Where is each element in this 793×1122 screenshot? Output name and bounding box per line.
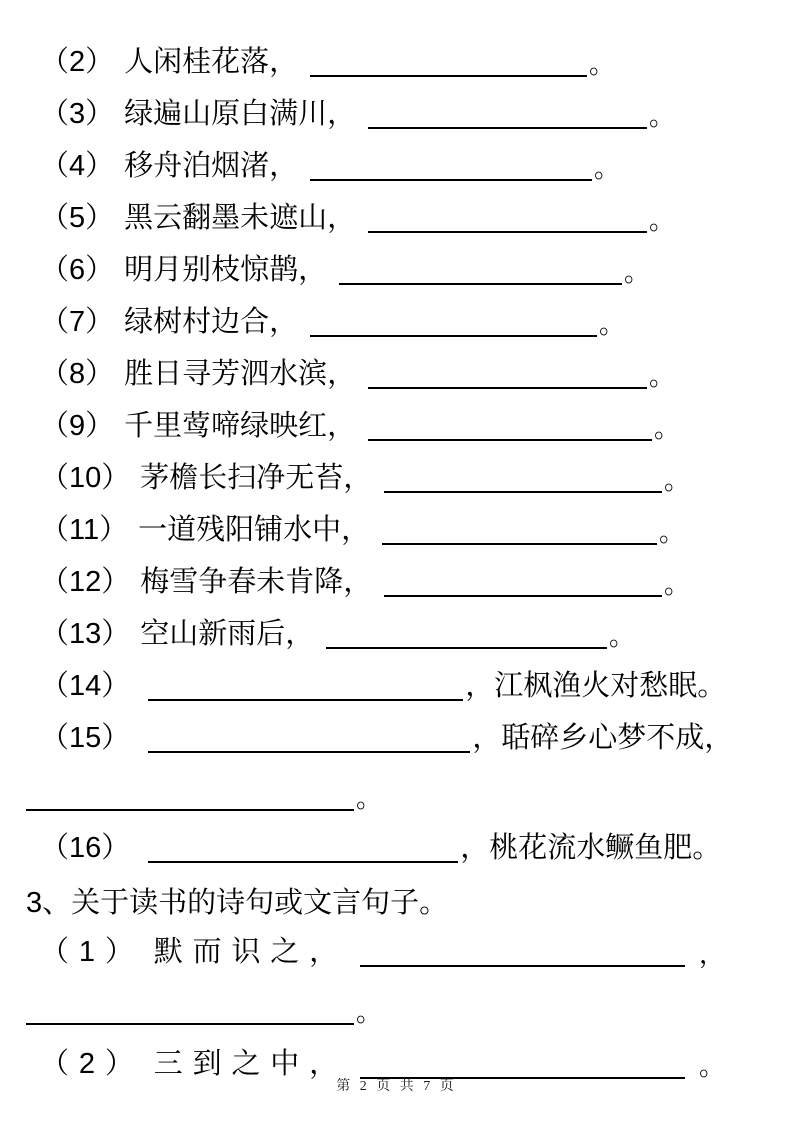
period-mark: 。 (593, 153, 620, 183)
item-number: （8） (40, 358, 115, 390)
reading-line-1-continuation (26, 992, 753, 1025)
poem-line-14 (40, 668, 753, 701)
reading-line-1 (40, 934, 753, 967)
poem-text: 黑云翻墨未遮山， (124, 202, 357, 234)
poem-text: 胜日寻芳泗水滨， (124, 358, 357, 390)
answer-blank (382, 519, 657, 545)
period-mark: 。 (648, 101, 675, 131)
poem-text: 移舟泊烟渚， (124, 150, 299, 182)
answer-blank (310, 51, 587, 77)
item-number: （2） (40, 1048, 144, 1080)
poem-line-10 (40, 460, 690, 493)
period-mark: 。 (588, 49, 615, 79)
poem-line-8 (40, 356, 675, 389)
poem-line-2 (40, 44, 615, 77)
sentence-text: 默而识之， (153, 936, 349, 968)
poem-text: ，聒碎乡心梦不成， (472, 722, 734, 754)
poem-line-9 (40, 408, 680, 441)
poem-line-7 (40, 304, 625, 337)
poem-line-6 (40, 252, 650, 285)
poem-text: 一道残阳铺水中， (138, 514, 371, 546)
answer-blank (368, 363, 647, 389)
comma-mark: ， (699, 939, 726, 969)
period-mark: 。 (648, 361, 675, 391)
period-mark: 。 (648, 205, 675, 235)
poem-text: 绿树村边合， (124, 306, 299, 338)
answer-blank (384, 467, 662, 493)
answer-blank (368, 415, 652, 441)
answer-blank (26, 999, 354, 1025)
answer-blank (310, 155, 592, 181)
poem-line-13 (40, 616, 635, 649)
period-mark: 。 (658, 517, 685, 547)
poem-line-5 (40, 200, 675, 233)
answer-blank (326, 623, 607, 649)
item-number: （4） (40, 150, 115, 182)
poem-line-12 (40, 564, 690, 597)
item-number: （16） (40, 832, 131, 864)
item-number: （6） (40, 254, 115, 286)
item-number: （2） (40, 46, 115, 78)
period-mark: 。 (653, 413, 680, 443)
answer-blank (148, 675, 463, 701)
item-number: （14） (40, 670, 131, 702)
period-mark: 。 (699, 1051, 726, 1081)
poem-line-16 (40, 830, 753, 863)
page-number-footer: 第 2 页 共 7 页 (336, 1079, 457, 1094)
answer-blank (148, 727, 470, 753)
poem-text: ，江枫渔火对愁眠。 (465, 670, 727, 702)
item-number: （1） (40, 936, 144, 968)
poem-line-4 (40, 148, 620, 181)
item-number: （5） (40, 202, 115, 234)
poem-text: ，桃花流水鳜鱼肥。 (460, 832, 722, 864)
poem-line-11 (40, 512, 685, 545)
answer-blank (360, 941, 685, 967)
period-mark: 。 (356, 997, 383, 1027)
item-number: （13） (40, 618, 131, 650)
item-number: （15） (40, 722, 131, 754)
answer-blank (368, 207, 647, 233)
item-number: （9） (40, 410, 115, 442)
answer-blank (360, 1053, 685, 1079)
item-number: （7） (40, 306, 115, 338)
answer-blank (339, 259, 622, 285)
answer-blank (384, 571, 662, 597)
period-mark: 。 (598, 309, 625, 339)
period-mark: 。 (356, 783, 383, 813)
poem-text: 明月别枝惊鹊， (124, 254, 328, 286)
item-number: （11） (40, 514, 129, 546)
poem-text: 人闲桂花落， (124, 46, 299, 78)
poem-text: 空山新雨后， (140, 618, 315, 650)
item-number: （12） (40, 566, 131, 598)
answer-blank (310, 311, 597, 337)
section-title: 3、关于读书的诗句或文言句子。 (26, 887, 449, 919)
poem-line-15-continuation (26, 778, 753, 811)
item-number: （3） (40, 98, 115, 130)
period-mark: 。 (608, 621, 635, 651)
answer-blank (148, 837, 458, 863)
answer-blank (26, 785, 354, 811)
answer-blank (368, 103, 647, 129)
period-mark: 。 (663, 569, 690, 599)
reading-line-2 (40, 1046, 753, 1079)
item-number: （10） (40, 462, 131, 494)
period-mark: 。 (663, 465, 690, 495)
poem-text: 梅雪争春未肯降， (140, 566, 373, 598)
poem-text: 千里莺啼绿映红， (124, 410, 357, 442)
period-mark: 。 (623, 257, 650, 287)
poem-text: 茅檐长扫净无苔， (140, 462, 373, 494)
sentence-text: 三到之中， (153, 1048, 349, 1080)
poem-text: 绿遍山原白满川， (124, 98, 357, 130)
section-heading (26, 882, 753, 918)
poem-line-15 (40, 720, 753, 753)
poem-line-3 (40, 96, 675, 129)
